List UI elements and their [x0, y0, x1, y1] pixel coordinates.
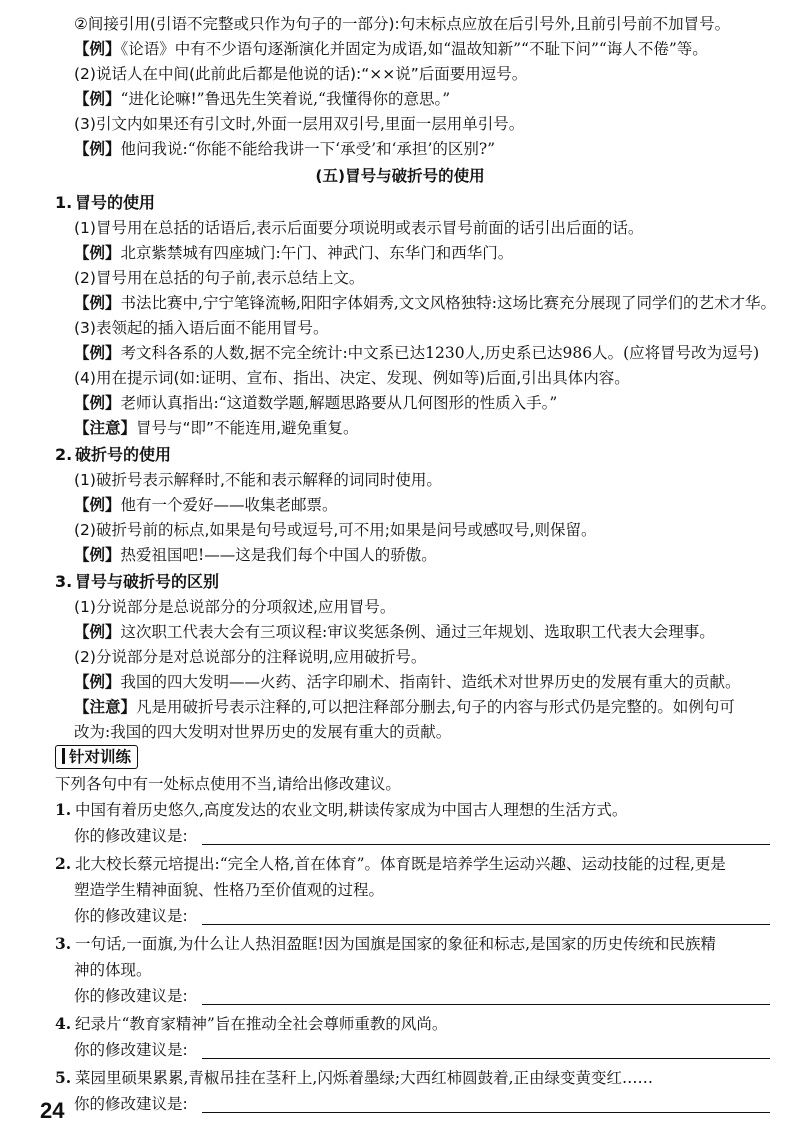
line-text: “进化论嘛!”鲁迅先生笑着说,“我懂得你的意思。” [120, 90, 451, 108]
section-number: 1. [55, 193, 73, 212]
example-line [74, 87, 770, 111]
answer-line[interactable] [202, 1004, 770, 1005]
question-text: 纪录片“教育家精神”旨在推动全社会尊师重教的风尚。 [75, 1015, 448, 1033]
label-tag: 【注意】 [74, 698, 137, 716]
line-text: (五)冒号与破折号的使用 [315, 167, 485, 185]
badge-label: 针对训练 [69, 748, 132, 766]
text-line [74, 518, 770, 542]
line-text: 冒号的使用 [75, 193, 156, 212]
answer-field[interactable] [74, 1092, 770, 1116]
question-text: 一句话,一面旗,为什么让人热泪盈眶!因为国旗是国家的象征和标志,是国家的历史传统和民族精 [75, 935, 717, 953]
practice-instruction: 下列各句中有一处标点使用不当,请给出修改建议。 [55, 775, 401, 793]
line-text: 他问我说:“你能不能给我讲一下‘承受’和‘承担’的区别?” [120, 140, 496, 158]
line-text: (1)破折号表示解释时,不能和表示解释的词同时使用。 [74, 471, 442, 489]
line-text: 凡是用破折号表示注释的,可以把注释部分删去,句子的内容与形式仍是完整的。如例句可 [136, 698, 735, 716]
example-line [74, 493, 770, 517]
answer-field[interactable] [74, 984, 770, 1008]
section-heading [55, 443, 770, 467]
practice-question [55, 1066, 770, 1090]
answer-field[interactable] [74, 904, 770, 928]
answer-field[interactable] [74, 824, 770, 848]
practice-badge-row [55, 745, 770, 769]
label-tag: 【例】 [74, 672, 121, 691]
section-heading [55, 570, 770, 594]
example-line [74, 391, 770, 415]
text-line [74, 216, 770, 240]
text-line [0, 164, 800, 188]
text-line [74, 266, 770, 290]
line-text: (1)分说部分是总说部分的分项叙述,应用冒号。 [74, 598, 396, 616]
example-line [74, 620, 770, 644]
line-text: (3)引文内如果还有引文时,外面一层用双引号,里面一层用单引号。 [74, 115, 525, 133]
question-text: 北大校长蔡元培提出:“完全人格,首在体育”。体育既是培养学生运动兴趣、运动技能的过程,更是 [75, 855, 726, 873]
question-text: 中国有着历史悠久,高度发达的农业文明,耕读传家成为中国古人理想的生活方式。 [75, 801, 628, 819]
label-tag: 【例】 [74, 393, 121, 412]
example-line [74, 37, 770, 61]
text-line [74, 62, 770, 86]
example-line [74, 341, 770, 365]
answer-label: 你的修改建议是: [74, 907, 188, 925]
text-line [74, 316, 770, 340]
line-text: 我国的四大发明——火药、活字印刷术、指南针、造纸术对世界历史的发展有重大的贡献。 [120, 673, 741, 691]
practice-question [55, 798, 770, 822]
question-number: 1. [55, 800, 72, 819]
line-text: 改为:我国的四大发明对世界历史的发展有重大的贡献。 [74, 723, 452, 741]
section-heading [55, 191, 770, 215]
label-tag: 【例】 [74, 343, 121, 362]
answer-label: 你的修改建议是: [74, 1041, 188, 1059]
practice-question [74, 878, 770, 902]
line-text: ②间接引用(引语不完整或只作为句子的一部分):句末标点应放在后引号外,且前引号前不加冒号。 [74, 15, 731, 33]
question-text: 塑造学生精神面貌、性格乃至价值观的过程。 [74, 881, 385, 899]
line-text: 书法比赛中,宁宁笔锋流畅,阳阳字体娟秀,文文风格独特:这场比赛充分展现了同学们的艺术才华。 [120, 294, 777, 312]
line-text: 《论语》中有不少语句逐渐演化并固定为成语,如“温故知新”“不耻下问”“诲人不倦”等。 [120, 40, 708, 58]
line-text: 他有一个爱好——收集老邮票。 [120, 496, 338, 514]
question-number: 3. [55, 934, 72, 953]
line-text: 老师认真指出:“这道数学题,解题思路要从几何图形的性质入手。” [120, 394, 558, 412]
label-tag: 【例】 [74, 243, 121, 262]
label-tag: 【例】 [74, 39, 121, 58]
label-tag: 【注意】 [74, 419, 137, 437]
label-tag: 【例】 [74, 495, 121, 514]
practice-badge [55, 745, 138, 769]
answer-label: 你的修改建议是: [74, 1095, 188, 1113]
text-line [74, 112, 770, 136]
page-number: 24 [40, 1098, 65, 1123]
practice-question [55, 1012, 770, 1036]
text-line [74, 645, 770, 669]
question-text: 神的体现。 [74, 961, 152, 979]
line-text: 北京紫禁城有四座城门:午门、神武门、东华门和西华门。 [120, 244, 514, 262]
practice-question [74, 958, 770, 982]
line-text: (2)说话人在中间(此前此后都是他说的话):“××说”后面要用逗号。 [74, 65, 528, 83]
text-line [74, 595, 770, 619]
label-tag: 【例】 [74, 89, 121, 108]
label-tag: 【例】 [74, 293, 121, 312]
question-number: 2. [55, 854, 72, 873]
practice-question [55, 852, 770, 876]
answer-line[interactable] [202, 924, 770, 925]
line-text: 这次职工代表大会有三项议程:审议奖惩条例、通过三年规划、选取职工代表大会理事。 [120, 623, 715, 641]
section-number: 2. [55, 445, 73, 464]
line-text: (4)用在提示词(如:证明、宣布、指出、决定、发现、例如等)后面,引出具体内容。 [74, 369, 630, 387]
line-text: 冒号与破折号的区别 [75, 572, 220, 591]
line-text: (2)破折号前的标点,如果是句号或逗号,可不用;如果是问号或感叹号,则保留。 [74, 521, 597, 539]
line-text: 考文科各系的人数,据不完全统计:中文系已达1230人,历史系已达986人。(应将冒号改为逗号) [120, 344, 760, 362]
question-number: 5. [55, 1068, 72, 1087]
line-text: (3)表领起的插入语后面不能用冒号。 [74, 319, 329, 337]
section-number: 3. [55, 572, 73, 591]
example-line [74, 137, 770, 161]
line-text: (1)冒号用在总括的话语后,表示后面要分项说明或表示冒号前面的话引出后面的话。 [74, 219, 644, 237]
text-line [74, 12, 770, 36]
label-tag: 【例】 [74, 545, 121, 564]
practice-question [55, 932, 770, 956]
line-text: 破折号的使用 [75, 445, 172, 464]
answer-line[interactable] [202, 1058, 770, 1059]
example-line [74, 695, 770, 719]
answer-label: 你的修改建议是: [74, 987, 188, 1005]
example-line [74, 670, 770, 694]
text-line [74, 468, 770, 492]
example-line [74, 543, 770, 567]
answer-line[interactable] [202, 844, 770, 845]
line-text: (2)分说部分是对总说部分的注释说明,应用破折号。 [74, 648, 427, 666]
label-tag: 【例】 [74, 622, 121, 641]
example-line [74, 241, 770, 265]
answer-line[interactable] [202, 1112, 770, 1113]
text-line [74, 720, 770, 744]
line-text: 冒号与“即”不能连用,避免重复。 [136, 419, 359, 437]
question-number: 4. [55, 1014, 72, 1033]
text-line [74, 366, 770, 390]
answer-label: 你的修改建议是: [74, 827, 188, 845]
example-line [74, 416, 770, 440]
line-text: 热爱祖国吧!——这是我们每个中国人的骄傲。 [120, 546, 437, 564]
example-line [74, 291, 777, 315]
question-text: 菜园里硕果累累,青椒吊挂在茎秆上,闪烁着墨绿;大西红柿圆鼓着,正由绿变黄变红…… [75, 1069, 654, 1087]
line-text: (2)冒号用在总括的句子前,表示总结上文。 [74, 269, 365, 287]
answer-field[interactable] [74, 1038, 770, 1062]
label-tag: 【例】 [74, 139, 121, 158]
badge-bar-icon [62, 748, 65, 764]
